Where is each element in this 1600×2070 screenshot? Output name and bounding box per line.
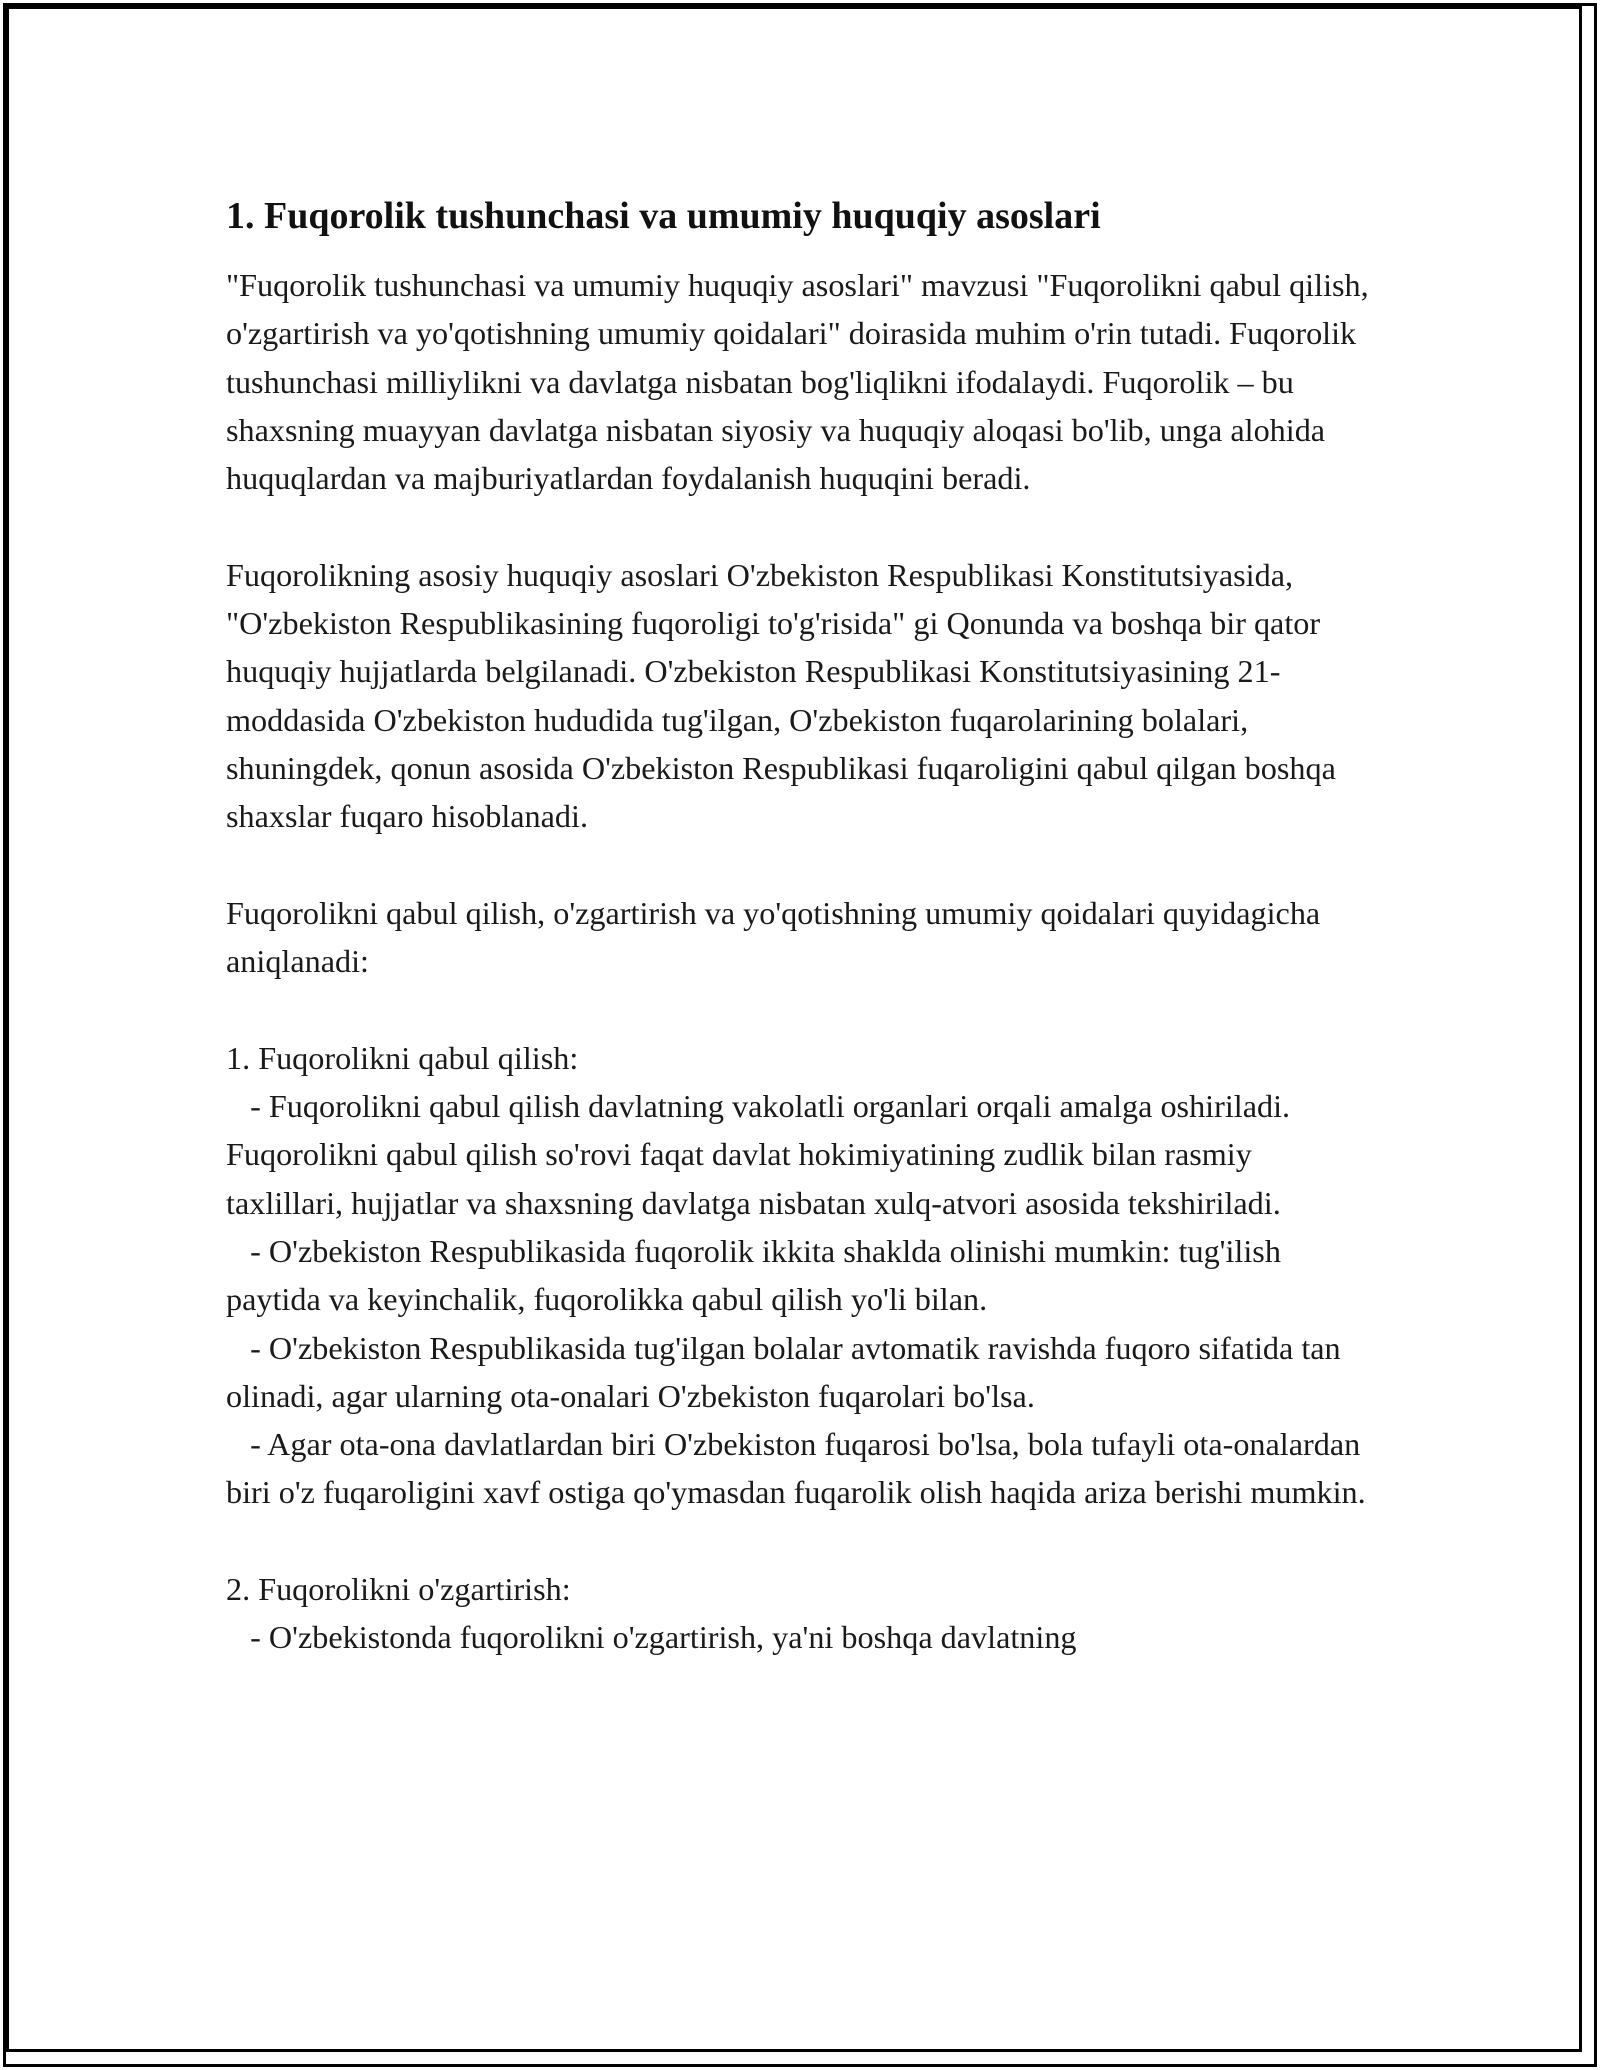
paragraph: - O'zbekiston Respublikasida fuqorolik ikkita shaklda olinishi mumkin: tug'ilish paytida va keyinchalik, fuqorolikka qabul qilish yo'li bilan. — [226, 1232, 1289, 1318]
paragraph: "Fuqorolik tushunchasi va umumiy huquqiy asoslari" mavzusi "Fuqorolikni qabul qilish, o'zgartirish va yo'qotishning umumiy qoidalari" doirasida muhim o'rin tutadi. Fuqorolik tushunchasi milliylikni va davlatga nisbatan bog'liqlikni ifodalaydi. Fuqorolik – bu shaxsning muayyan davlatga nisbatan siyosiy va huquqiy aloqasi bo'lib, unga alohida huquqlardan va majburiyatlardan foydalanish huquqini beradi. — [226, 267, 1377, 497]
document-page — [226, 183, 1376, 1662]
paragraph-spacer — [226, 985, 1376, 1033]
paragraph: - O'zbekiston Respublikasida tug'ilgan bolalar avtomatik ravishda fuqoro sifatida tan olinadi, agar ularning ota-onalari O'zbekiston fuqarolari bo'lsa. — [226, 1329, 1349, 1414]
paragraph-spacer — [226, 502, 1376, 550]
paragraph: - O'zbekistonda fuqorolikni o'zgartirish, ya'ni boshqa davlatning — [226, 1619, 1077, 1656]
paragraph: 2. Fuqorolikni o'zgartirish: — [226, 1571, 571, 1608]
paragraph-spacer — [226, 841, 1376, 889]
paragraph: - Fuqorolikni qabul qilish davlatning vakolatli organlari orqali amalga oshiriladi. Fuqorolikni qabul qilish so'rovi faqat davlat hokimiyatining zudlik bilan rasmiy taxlillari, hujjatlar va shaxsning davlatga nisbatan xulq-atvori asosida tekshiriladi. — [226, 1088, 1299, 1221]
document-title: 1. Fuqorolik tushunchasi va umumiy huquqiy asoslari — [226, 195, 1101, 237]
paragraph: Fuqorolikning asosiy huquqiy asoslari O'zbekiston Respublikasi Konstitutsiyasida, "O'zbekiston Respublikasining fuqoroligi to'g'risida" gi Qonunda va boshqa bir qator huquqiy hujjatlarda belgilanadi. O'zbekiston Respublikasi Konstitutsiyasining 21-moddasida O'zbekiston hududida tug'ilgan, O'zbekiston fuqarolarining bolalari, shuningdek, qonun asosida O'zbekiston Respublikasi fuqaroligini qabul qilgan boshqa shaxslar fuqaro hisoblanadi. — [226, 556, 1344, 835]
paragraph-spacer — [226, 1517, 1376, 1565]
paragraph: - Agar ota-ona davlatlardan biri O'zbekiston fuqarosi bo'lsa, bola tufayli ota-onalardan biri o'z fuqaroligini xavf ostiga qo'ymasdan fuqarolik olish haqida ariza berishi mumkin. — [226, 1426, 1369, 1511]
paragraph: 1. Fuqorolikni qabul qilish: — [226, 1039, 579, 1076]
paragraph: Fuqorolikni qabul qilish, o'zgartirish va yo'qotishning umumiy qoidalari quyidagicha aniqlanadi: — [226, 894, 1329, 980]
document-body — [226, 261, 1376, 1662]
